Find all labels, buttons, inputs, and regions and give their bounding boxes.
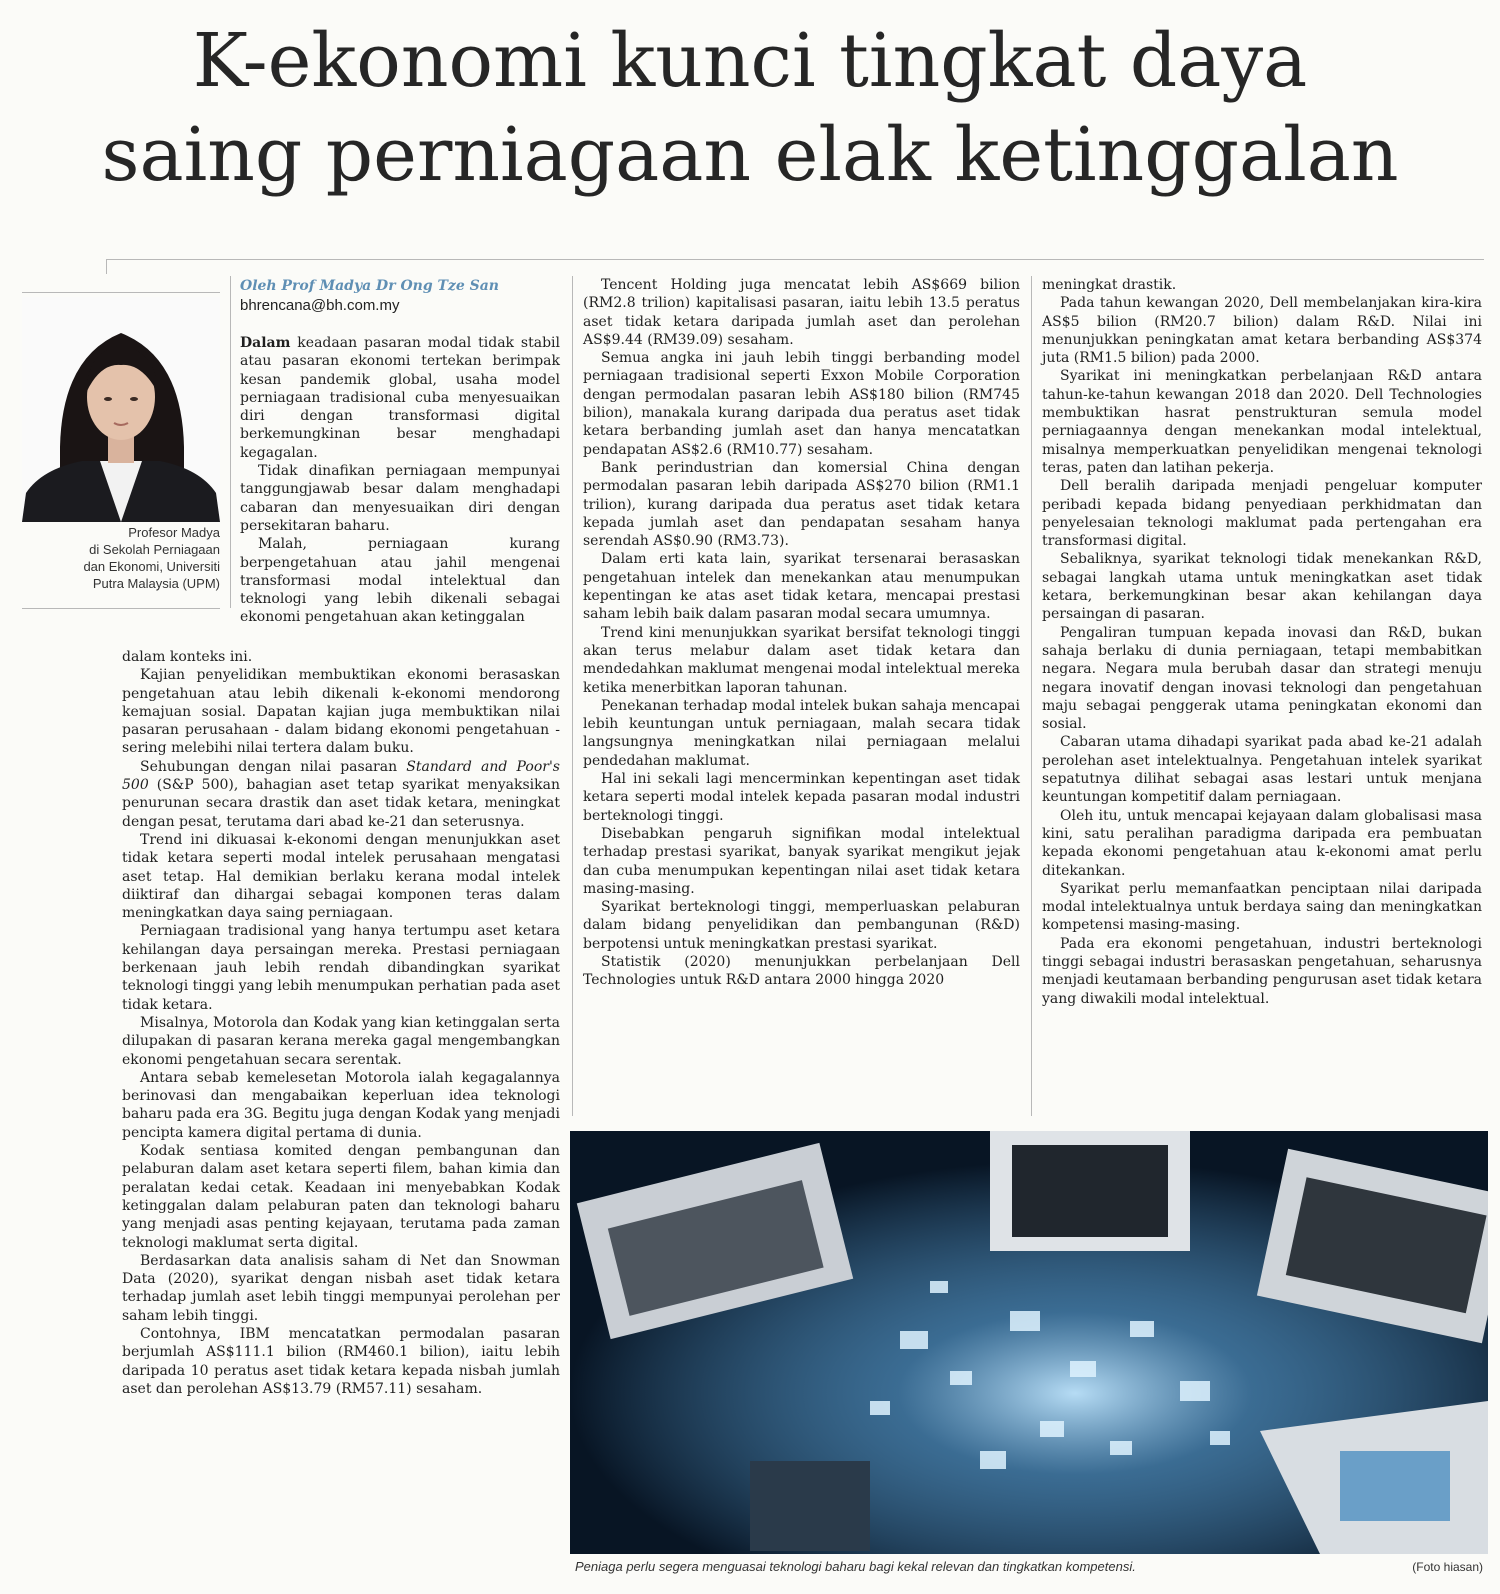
article-paragraph: [583, 898, 1020, 953]
paragraph-text: Trend kini menunjukkan syarikat bersifat teknologi tinggi akan terus melabur dalam aset tidak ketara dan mendedahkan maklumat mengenai modal intelektual mereka ketika menerbitkan laporan tahunan.: [583, 624, 1020, 696]
paragraph-lead-word: Dalam: [240, 335, 291, 351]
paragraph-text: Hal ini sekali lagi mencerminkan kepentingan aset tidak ketara seperti modal intelek kepada pasaran modal industri berteknologi tinggi.: [583, 771, 1020, 824]
column-divider-1: [572, 276, 573, 1116]
headline: [0, 14, 1500, 202]
article-paragraph: [122, 1014, 560, 1069]
headline-line-1: K-ekonomi kunci tingkat daya: [192, 18, 1308, 104]
author-portrait-image: [22, 297, 220, 522]
article-paragraph: [122, 758, 560, 831]
left-rule: [106, 259, 107, 274]
portrait-top-rule: [22, 292, 220, 293]
paragraph-text: Tencent Holding juga mencatat lebih AS$669 bilion (RM2.8 trilion) kapitalisasi pasaran, iaitu lebih 13.5 peratus aset tidak ketara daripada jumlah aset dan perolehan AS$9.44 (RM39.09) sesaham.: [583, 277, 1020, 348]
paragraph-text: Sehubungan dengan nilai pasaran: [140, 758, 407, 775]
author-caption-line: Profesor Madya: [128, 525, 220, 540]
paragraph-text: Cabaran utama dihadapi syarikat pada abad ke-21 adalah perolehan aset intelektualnya. Pengetahuan intelek syarikat sepatutnya dilihat sebagai asas lestari untuk menjana keuntungan kompetitif dalam perniagaan.: [1042, 734, 1482, 806]
paragraph-text: dalam konteks ini.: [122, 649, 253, 665]
sidebar-divider: [230, 276, 231, 608]
article-paragraph: [122, 831, 560, 922]
article-column-1-bottom: [122, 648, 560, 1398]
portrait-bottom-rule: [22, 608, 220, 609]
paragraph-text: Berdasarkan data analisis saham di Net dan Snowman Data (2020), syarikat dengan nisbah aset tidak ketara terhadap jumlah aset lebih tinggi mempunyai perolehan per saham lebih tinggi.: [122, 1252, 560, 1324]
article-paragraph: [240, 535, 560, 626]
article-paragraph: [122, 648, 560, 666]
paragraph-text: Statistik (2020) menunjukkan perbelanjaan Dell Technologies untuk R&D antara 2000 hingga 2020: [583, 953, 1020, 989]
author-caption: [22, 524, 220, 592]
paragraph-text: Misalnya, Motorola dan Kodak yang kian ketinggalan serta dilupakan di pasaran kerana mereka gagal mengembangkan ekonomi pengetahuan secara serentak.: [122, 1014, 560, 1068]
article-paragraph: [122, 666, 560, 757]
author-caption-line: Putra Malaysia (UPM): [92, 576, 220, 591]
article-paragraph: [1042, 294, 1482, 367]
byline-author: Oleh Prof Madya Dr Ong Tze San: [240, 278, 499, 294]
article-column-2: [583, 276, 1020, 990]
paragraph-text: (S&P 500), bahagian aset tetap syarikat menyaksikan penurunan secara drastik dan aset tidak ketara, meningkat dengan pesat, terutama dari abad ke-21 dan seterusnya.: [122, 777, 560, 830]
author-caption-line: dan Ekonomi, Universiti: [83, 559, 220, 574]
paragraph-text: Perniagaan tradisional yang hanya tertumpu aset ketara kehilangan daya persaingan mereka. Prestasi perniagaan berkenaan jauh lebih rendah dibandingkan syarikat teknologi tinggi yang lebih menumpukan perhatian pada aset tidak ketara.: [122, 923, 560, 1013]
photo-caption: [575, 1558, 1485, 1576]
article-paragraph: [122, 1252, 560, 1325]
article-paragraph: [1042, 276, 1482, 294]
article-paragraph: [583, 770, 1020, 825]
article-paragraph: [122, 1069, 560, 1142]
byline: [240, 276, 560, 316]
paragraph-text: Kajian penyelidikan membuktikan ekonomi berasaskan pengetahuan atau lebih dikenali k-ekonomi mendorong kemajuan sosial. Dapatan kajian juga membuktikan nilai pasaran perusahaan - dalam bidang ekonomi pengetahuan - sering melebihi nilai tertera dalam buku.: [122, 667, 560, 757]
article-paragraph: [240, 334, 560, 462]
article-paragraph: [583, 697, 1020, 770]
column-divider-2: [1031, 276, 1032, 1116]
paragraph-text: Oleh itu, untuk mencapai kejayaan dalam globalisasi masa kini, satu peralihan paradigma daripada era pembuatan kepada ekonomi pengetahuan atau k-ekonomi amat perlu ditekankan.: [1042, 807, 1482, 879]
photo-caption-text: Peniaga perlu segera menguasai teknologi baharu bagi kekal relevan dan tingkatkan kompetensi.: [575, 1559, 1136, 1574]
paragraph-text: Bank perindustrian dan komersial China dengan permodalan pasaran lebih daripada AS$270 bilion (RM1.1 trilion), kurang daripada dua peratus aset tidak ketara kepada jumlah aset dan pendapatan sesaham hanya serendah AS$0.90 (RM3.73).: [583, 459, 1020, 550]
top-rule: [106, 259, 1484, 260]
article-paragraph: [1042, 550, 1482, 623]
paragraph-text: Pada era ekonomi pengetahuan, industri berteknologi tinggi sebagai industri berasaskan pengetahuan, seharusnya menjadi keutamaan berbanding pengurusan aset tidak ketara yang diwakili modal intelektual.: [1042, 935, 1482, 1007]
article-paragraph: [1042, 880, 1482, 935]
article-paragraph: [1042, 935, 1482, 1008]
paragraph-text: Sebaliknya, syarikat teknologi tidak menekankan R&D, sebagai langkah utama untuk meningkatkan aset tidak ketara, berkemungkinan besar akan kehilangan daya persaingan di pasaran.: [1042, 551, 1482, 623]
article-paragraph: [583, 349, 1020, 459]
article-photo: [570, 1131, 1488, 1554]
paragraph-text: Trend ini dikuasai k-ekonomi dengan menunjukkan aset tidak ketara seperti modal intelek perusahaan mengatasi aset tetap. Hal demikian berlaku kerana modal intelek diiktiraf dan dihargai sebagai komponen teras dalam meningkatkan daya saing perniagaan.: [122, 831, 560, 922]
paragraph-text: Penekanan terhadap modal intelek bukan sahaja mencapai lebih keuntungan untuk perniagaan, malah secara tidak langsungnya meningkatkan nilai perniagaan melalui pendedahan maklumat.: [583, 697, 1020, 769]
paragraph-text: Syarikat berteknologi tinggi, memperluaskan pelaburan dalam bidang penyelidikan dan pembangunan (R&D) berpotensi untuk meningkatkan prestasi syarikat.: [583, 899, 1020, 952]
photo-credit: (Foto hiasan): [1412, 1560, 1483, 1574]
article-column-3: [1042, 276, 1482, 1008]
article-paragraph: [583, 825, 1020, 898]
article-paragraph: [240, 462, 560, 535]
article-paragraph: [1042, 624, 1482, 734]
article-paragraph: [1042, 477, 1482, 550]
headline-line-2: saing perniagaan elak ketinggalan: [101, 112, 1399, 198]
paragraph-text: Pengaliran tumpuan kepada inovasi dan R&D, bukan sahaja berlaku di dunia perniagaan, tetapi membabitkan negara. Negara mula berubah dasar dan strategi menuju negara inovatif dengan inovasi teknologi dan pengetahuan maju sebagai penggerak utama peningkatan ekonomi dan sosial.: [1042, 624, 1482, 733]
author-caption-line: di Sekolah Perniagaan: [89, 542, 220, 557]
article-paragraph: [122, 1325, 560, 1398]
paragraph-text: Semua angka ini jauh lebih tinggi berbanding model perniagaan tradisional seperti Exxon Mobile Corporation dengan permodalan pasaran lebih AS$180 bilion (RM745 bilion), manakala kurang daripada dua peratus aset tidak ketara berbanding jumlah aset dan hanya mencatatkan pendapatan AS$2.6 (RM10.77) sesaham.: [583, 350, 1020, 458]
paragraph-text: Dell beralih daripada menjadi pengeluar komputer peribadi kepada bidang penyediaan perkhidmatan dan penyelesaian teknologi maklumat pada pertengahan era transformasi digital.: [1042, 478, 1482, 550]
article-paragraph: [583, 276, 1020, 349]
paragraph-text: Syarikat ini meningkatkan perbelanjaan R&D antara tahun-ke-tahun kewangan 2018 dan 2020. Dell Technologies membuktikan hasrat penstrukturan semula model perniagaannya dengan menekankan modal intelektual, misalnya memperkuatkan penyelidikan mengenai teknologi teras, paten dan latihan pekerja.: [1042, 368, 1482, 476]
paragraph-text: keadaan pasaran modal tidak stabil atau pasaran ekonomi tertekan berimpak kesan pandemik global, usaha model perniagaan tradisional cuba menyesuaikan diri dengan transformasi digital berkemungkinan besar menghadapi kegagalan.: [240, 335, 560, 461]
article-paragraph: [1042, 807, 1482, 880]
paragraph-text: Disebabkan pengaruh signifikan modal intelektual terhadap prestasi syarikat, banyak syarikat mengikut jejak dan cuba menumpukan kepentingan nilai aset tidak ketara masing-masing.: [583, 825, 1020, 897]
article-paragraph: [583, 953, 1020, 990]
paragraph-text: Contohnya, IBM mencatatkan permodalan pasaran berjumlah AS$111.1 bilion (RM460.1 bilion), iaitu lebih daripada 10 peratus aset tidak ketara kepada nisbah jumlah aset dan perolehan AS$13.79 (RM57.11) sesaham.: [122, 1325, 560, 1397]
article-paragraph: [122, 1142, 560, 1252]
article-paragraph: [583, 550, 1020, 623]
article-paragraph: [583, 624, 1020, 697]
paragraph-text: Malah, perniagaan kurang berpengetahuan atau jahil mengenai transformasi modal intelektual dan teknologi yang lebih dikenali sebagai ekonomi pengetahuan akan ketinggalan: [240, 536, 560, 626]
article-paragraph: [1042, 733, 1482, 806]
paragraph-text: Antara sebab kemelesetan Motorola ialah kegagalannya berinovasi dan mengabaikan keperluan idea teknologi baharu pada era 3G. Begitu juga dengan Kodak yang menjadi pencipta kamera digital pertama di dunia.: [122, 1069, 560, 1141]
article-paragraph: [583, 459, 1020, 550]
paragraph-text: meningkat drastik.: [1042, 277, 1177, 293]
article-column-1-top: [240, 334, 560, 627]
paragraph-text: Tidak dinafikan perniagaan mempunyai tanggungjawab besar dalam menghadapi cabaran dan menyesuaikan diri dengan persekitaran baharu.: [240, 463, 560, 534]
article-paragraph: [1042, 367, 1482, 477]
article-paragraph: [122, 922, 560, 1013]
paragraph-text: Pada tahun kewangan 2020, Dell membelanjakan kira-kira AS$5 bilion (RM20.7 bilion) dalam R&D. Nilai ini menunjukkan peningkatan amat ketara berbanding AS$374 juta (RM1.5 bilion) pada 2000.: [1042, 295, 1482, 367]
paragraph-text: Dalam erti kata lain, syarikat tersenarai berasaskan pengetahuan intelek dan menekankan atau menumpukan kepentingan ke atas aset tidak ketara, mencapai prestasi saham lebih baik dalam pasaran modal secara umumnya.: [583, 551, 1020, 623]
author-photo: [22, 297, 220, 522]
paragraph-italic-text: Standard and Poor's 500: [122, 758, 560, 794]
technology-collage-image: [570, 1131, 1488, 1554]
paragraph-text: Kodak sentiasa komited dengan pembangunan dan pelaburan dalam aset ketara seperti filem, bahan kimia dan peralatan kedai cetak. Keadaan ini menyebabkan Kodak ketinggalan dalam pelaburan paten dan teknologi baharu yang menjadi asas penting kejayaan, terutama pada zaman teknologi maklumat serta digital.: [122, 1143, 560, 1251]
byline-email[interactable]: bhrencana@bh.com.my: [240, 297, 400, 314]
paragraph-text: Syarikat perlu memanfaatkan penciptaan nilai daripada modal intelektualnya untuk berdaya saing dan meningkatkan kompetensi masing-masing.: [1042, 880, 1482, 934]
